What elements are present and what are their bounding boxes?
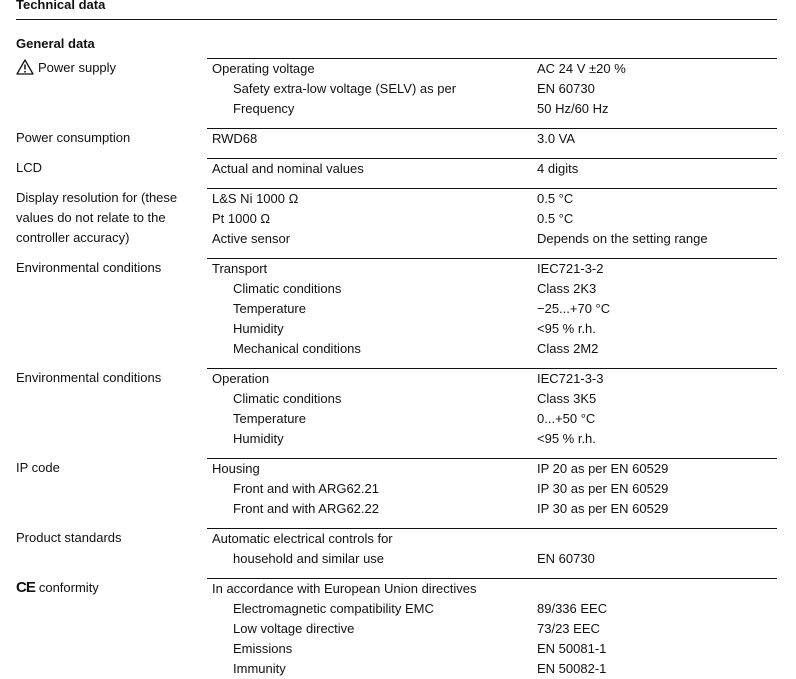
spec-row-value: EN 60730	[537, 81, 595, 96]
spec-row-value: −25...+70 °C	[537, 301, 611, 316]
spec-row	[207, 499, 777, 519]
spec-row-description: Front and with ARG62.21	[233, 481, 379, 496]
spec-row-value: EN 50081-1	[537, 641, 607, 656]
spec-section-label-text: Power consumption	[16, 130, 131, 145]
spec-section-label-text: LCD	[16, 160, 43, 175]
spec-row	[207, 99, 777, 119]
spec-row	[207, 409, 777, 429]
spec-section-label-text: IP code	[16, 460, 60, 475]
spec-row-description: Active sensor	[212, 231, 291, 246]
spec-row-value: EN 50082-1	[537, 661, 607, 676]
spec-row	[207, 479, 777, 499]
spec-row-description: Actual and nominal values	[212, 161, 364, 176]
spec-row-description: Safety extra-low voltage (SELV) as per	[233, 81, 457, 96]
spec-row-value: IP 20 as per EN 60529	[537, 461, 669, 476]
spec-row-description: Electromagnetic compatibility EMC	[233, 601, 434, 616]
spec-row	[207, 339, 777, 359]
spec-row-value: 0.5 °C	[537, 211, 574, 226]
spec-row-description: household and similar use	[233, 551, 385, 566]
spec-row	[207, 59, 777, 79]
spec-row-description: Emissions	[233, 641, 293, 656]
spec-row	[207, 189, 777, 209]
spec-row	[207, 459, 777, 479]
spec-row	[207, 429, 777, 449]
spec-section-label-text: Product standards	[16, 530, 122, 545]
spec-row-description: Front and with ARG62.22	[233, 501, 379, 516]
spec-row-value: Class 3K5	[537, 391, 597, 406]
ce-mark-icon: CE	[16, 579, 35, 596]
spec-section-label	[16, 188, 196, 248]
spec-row-description: Temperature	[233, 301, 306, 316]
spec-row-value: 89/336 EEC	[537, 601, 608, 616]
spec-section-label	[16, 578, 196, 598]
spec-row-description: Pt 1000 Ω	[212, 211, 271, 226]
section-heading: General data	[16, 36, 95, 51]
spec-row-value: <95 % r.h.	[537, 321, 596, 336]
spec-section-label	[16, 258, 196, 278]
spec-row-value: 73/23 EEC	[537, 621, 600, 636]
spec-section-label-text: Environmental conditions	[16, 260, 162, 275]
spec-row-value: 4 digits	[537, 161, 579, 176]
spec-rows	[207, 258, 777, 359]
spec-row-description: RWD68	[212, 131, 258, 146]
spec-row	[207, 389, 777, 409]
spec-row	[207, 599, 777, 619]
spec-rows	[207, 188, 777, 249]
spec-row	[207, 369, 777, 389]
spec-row-description: Frequency	[233, 101, 295, 116]
spec-row	[207, 659, 777, 679]
spec-rows	[207, 368, 777, 449]
spec-rows	[207, 128, 777, 149]
spec-rows	[207, 458, 777, 519]
spec-row-description: Operation	[212, 371, 270, 386]
spec-row	[207, 529, 777, 549]
spec-row-value: EN 60730	[537, 551, 595, 566]
spec-rows	[207, 578, 777, 679]
spec-row-description: Low voltage directive	[233, 621, 355, 636]
spec-section-label	[16, 528, 196, 548]
spec-row	[207, 259, 777, 279]
spec-row	[207, 549, 777, 569]
spec-row	[207, 129, 777, 149]
spec-section-label	[16, 368, 196, 388]
spec-row-value: Depends on the setting range	[537, 231, 708, 246]
spec-row	[207, 639, 777, 659]
spec-row	[207, 299, 777, 319]
spec-row-value: IEC721-3-3	[537, 371, 604, 386]
spec-row	[207, 79, 777, 99]
spec-section-label-text: Power supply	[38, 60, 117, 75]
spec-row-value: 50 Hz/60 Hz	[537, 101, 609, 116]
spec-section-label-text: Environmental conditions	[16, 370, 162, 385]
spec-row	[207, 319, 777, 339]
spec-row-value: Class 2M2	[537, 341, 599, 356]
spec-row-description: Climatic conditions	[233, 281, 342, 296]
spec-row	[207, 279, 777, 299]
spec-row-value: IEC721-3-2	[537, 261, 604, 276]
spec-rows	[207, 58, 777, 119]
spec-row	[207, 159, 777, 179]
spec-row-description: Housing	[212, 461, 260, 476]
warning-icon	[16, 59, 34, 81]
spec-section-label	[16, 128, 196, 148]
spec-row-value: 0...+50 °C	[537, 411, 596, 426]
spec-row-value: 0.5 °C	[537, 191, 574, 206]
spec-row-description: Transport	[212, 261, 268, 276]
spec-row-value: 3.0 VA	[537, 131, 576, 146]
spec-row	[207, 209, 777, 229]
spec-row	[207, 229, 777, 249]
spec-rows	[207, 158, 777, 179]
spec-row	[207, 619, 777, 639]
spec-section-label-text: Display resolution for (these values do not relate to the controller accuracy)	[16, 190, 178, 245]
spec-row-description: Temperature	[233, 411, 306, 426]
spec-rows	[207, 528, 777, 569]
spec-row-description: Operating voltage	[212, 61, 315, 76]
spec-section-label	[16, 458, 196, 478]
spec-section-label	[16, 158, 196, 178]
spec-row-value: Class 2K3	[537, 281, 597, 296]
spec-row-value: AC 24 V ±20 %	[537, 61, 626, 76]
spec-row-description: In accordance with European Union directives	[212, 581, 477, 596]
spec-row-description: Mechanical conditions	[233, 341, 361, 356]
spec-section-label-text: conformity	[38, 580, 99, 595]
page-title: Technical data	[16, 0, 106, 12]
spec-row-value: IP 30 as per EN 60529	[537, 481, 669, 496]
spec-row-description: Climatic conditions	[233, 391, 342, 406]
spec-row-description: Immunity	[233, 661, 286, 676]
spec-section-label	[16, 58, 196, 81]
spec-row	[207, 579, 777, 599]
title-rule	[16, 19, 777, 20]
spec-row-description: Humidity	[233, 431, 284, 446]
spec-row-value: <95 % r.h.	[537, 431, 596, 446]
spec-row-description: L&S Ni 1000 Ω	[212, 191, 299, 206]
spec-row-description: Automatic electrical controls for	[212, 531, 393, 546]
spec-row-description: Humidity	[233, 321, 284, 336]
spec-row-value: IP 30 as per EN 60529	[537, 501, 669, 516]
